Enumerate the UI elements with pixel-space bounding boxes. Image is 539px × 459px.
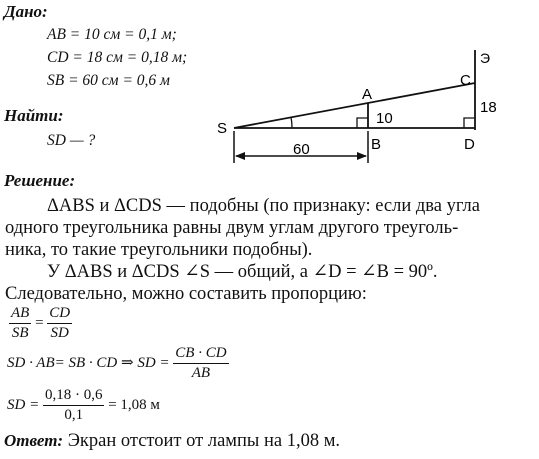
given-line-sb: SB = 60 см = 0,6 м	[47, 72, 170, 89]
answer-line	[4, 431, 340, 452]
para2-line2: Следовательно, можно составить пропорцию:	[5, 284, 367, 304]
find-heading: Найти:	[4, 106, 64, 125]
equation-result	[7, 387, 160, 424]
eq3-den: 0,1	[64, 407, 84, 423]
given-line-cd: CD = 18 см = 0,18 м;	[47, 49, 188, 66]
given-heading: Дано:	[4, 2, 48, 21]
label-a: A	[362, 86, 373, 103]
solution-heading: Решение:	[4, 171, 76, 190]
ray-line	[234, 83, 475, 128]
label-cd-length: 18	[480, 99, 497, 116]
find-line: SD — ?	[47, 132, 96, 149]
eq1-rhs-den: SD	[50, 325, 69, 341]
equation-solve	[7, 345, 229, 382]
right-angle-d	[464, 118, 475, 128]
eq1-lhs-den: SB	[11, 325, 29, 341]
eq3-rhs: = 1,08 м	[108, 396, 160, 413]
label-c: C	[460, 72, 471, 89]
para1-line2: одного треугольника равны двум углам другого треуголь-	[5, 218, 459, 238]
eq2-den: AB	[191, 365, 211, 381]
para2-line1: У ΔABS и ΔCDS ∠S — общий, а ∠D = ∠B = 90º.	[47, 262, 438, 282]
eq2-num: CB · CD	[173, 345, 228, 364]
answer-label: Ответ:	[4, 431, 64, 450]
answer-text: Экран отстоит от лампы на 1,08 м.	[63, 431, 341, 451]
eq3-lhs: SD =	[7, 396, 40, 413]
para1-line1: ΔABS и ΔCDS — подобны (по признаку: если два угла	[47, 196, 480, 216]
triangle-figure	[205, 45, 505, 175]
dim-arrow-right	[357, 152, 367, 160]
dim-arrow-left	[235, 152, 245, 160]
para1-line3: ника, то такие треугольники подобны).	[5, 240, 313, 260]
eq1-lhs-num: AB	[9, 305, 31, 324]
label-b: B	[371, 136, 382, 153]
label-screen: Э	[480, 50, 491, 66]
label-s: S	[217, 120, 228, 137]
eq3-num: 0,18 · 0,6	[43, 387, 105, 406]
label-sb-length: 60	[293, 141, 310, 158]
equation-proportion	[9, 305, 72, 342]
right-angle-b	[357, 118, 368, 128]
angle-s-arc	[291, 117, 292, 128]
eq1-rhs-num: CD	[47, 305, 72, 324]
eq1-equals: =	[35, 314, 44, 331]
label-d: D	[464, 136, 475, 153]
label-ab-length: 10	[376, 110, 393, 127]
eq2-text: SD · AB= SB · CD ⇒ SD =	[7, 354, 170, 371]
given-line-ab: AB = 10 см = 0,1 м;	[47, 26, 177, 43]
